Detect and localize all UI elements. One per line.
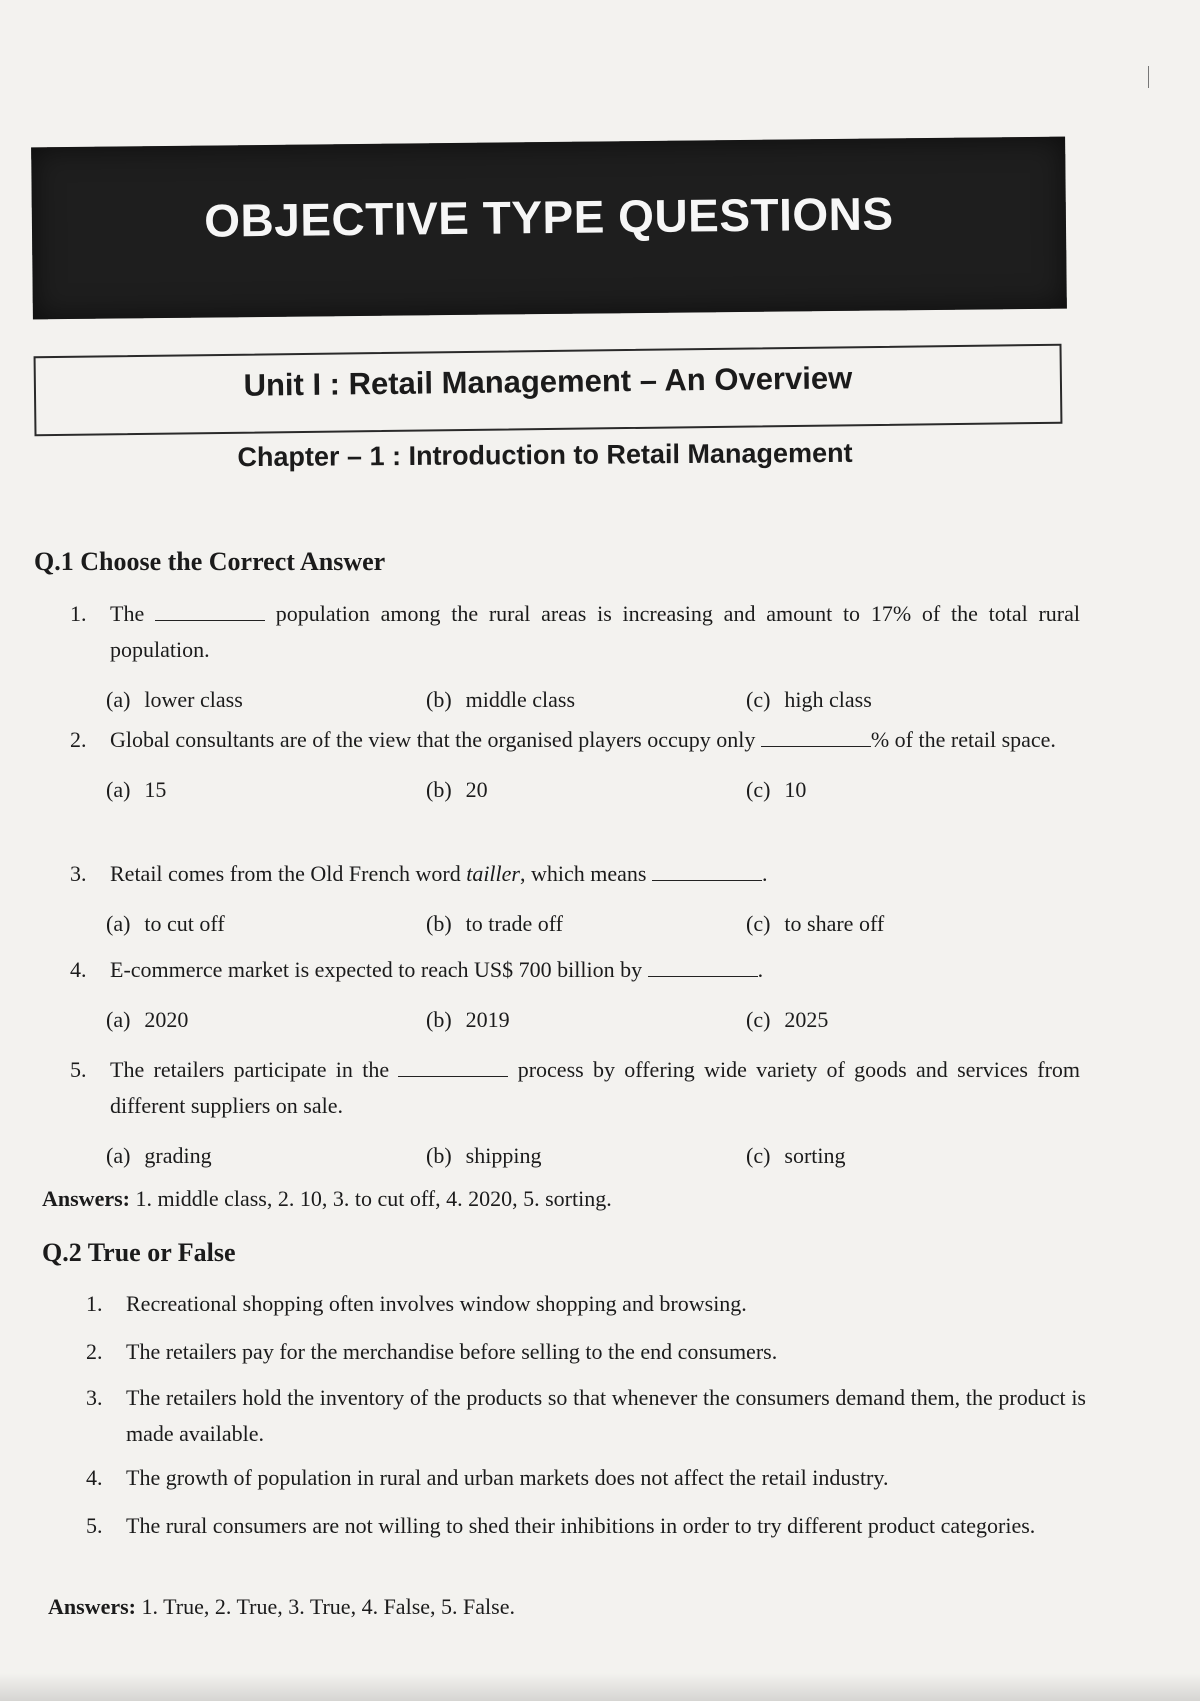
edge-mark [1148, 66, 1149, 88]
question-number: 2. [70, 727, 87, 752]
tf-item [86, 1460, 1086, 1496]
option-c [746, 682, 1066, 718]
question-number: 4. [70, 957, 87, 982]
option-text: 20 [465, 777, 488, 802]
option-text: to share off [784, 911, 885, 936]
tf-text: The retailers pay for the merchandise before selling to the end consumers. [126, 1339, 778, 1364]
option-text: 2019 [465, 1007, 510, 1032]
tf-item [86, 1286, 1086, 1322]
question-3 [70, 856, 1080, 942]
tf-item [86, 1508, 1086, 1544]
tf-text: The retailers hold the inventory of the products so that whenever the consumers demand them, the product is made available. [126, 1385, 1086, 1446]
answers-text: 1. True, 2. True, 3. True, 4. False, 5. False. [141, 1594, 515, 1619]
option-b [426, 906, 746, 942]
option-text: grading [144, 1143, 212, 1168]
option-label: (b) [426, 1007, 452, 1032]
option-label: (c) [746, 1143, 771, 1168]
option-b [426, 1138, 746, 1174]
option-a [106, 772, 426, 808]
options-row [70, 682, 1080, 718]
option-text: to trade off [465, 911, 563, 936]
question-text-italic: tailler [466, 861, 520, 886]
option-text: 15 [144, 777, 167, 802]
banner-title: OBJECTIVE TYPE QUESTIONS [203, 187, 894, 247]
option-label: (a) [106, 687, 131, 712]
question-text-before: E-commerce market is expected to reach US$ 700 billion by [110, 957, 643, 982]
question-text-before: Retail comes from the Old French word [110, 861, 461, 886]
option-text: lower class [144, 687, 243, 712]
tf-number: 1. [86, 1291, 103, 1316]
option-a [106, 1002, 426, 1038]
option-a [106, 906, 426, 942]
answer-blank [761, 728, 871, 747]
question-text-after: population among the rural areas is increasing and amount to 17% of the total rural population. [110, 601, 1081, 662]
tf-number: 3. [86, 1385, 103, 1410]
option-label: (b) [426, 777, 452, 802]
option-c [746, 772, 1066, 808]
option-label: (a) [106, 1007, 131, 1032]
option-label: (c) [746, 687, 771, 712]
option-label: (b) [426, 1143, 452, 1168]
option-b [426, 1002, 746, 1038]
question-text [110, 952, 1080, 988]
option-c [746, 1138, 1066, 1174]
option-text: sorting [784, 1143, 846, 1168]
tf-number: 2. [86, 1339, 103, 1364]
option-text: 2020 [144, 1007, 189, 1032]
tf-text: Recreational shopping often involves window shopping and browsing. [126, 1291, 747, 1316]
question-number: 3. [70, 861, 87, 886]
tf-item [86, 1334, 1086, 1370]
answers-label: Answers: [48, 1594, 136, 1619]
unit-title: Unit I : Retail Management – An Overview [243, 360, 853, 403]
option-label: (b) [426, 911, 452, 936]
option-label: (b) [426, 687, 452, 712]
q2-heading: Q.2 True or False [42, 1238, 236, 1267]
question-text [110, 722, 1080, 758]
option-text: high class [784, 687, 872, 712]
chapter-title: Chapter – 1 : Introduction to Retail Management [237, 437, 853, 473]
question-2 [70, 722, 1080, 808]
page-edge-shadow [0, 1673, 1200, 1701]
answer-blank [155, 602, 265, 621]
option-a [106, 682, 426, 718]
question-text-after: . [757, 957, 764, 982]
question-text-after: . [761, 861, 768, 886]
question-text [110, 856, 1080, 892]
option-text: 10 [784, 777, 807, 802]
q1-answers [42, 1186, 612, 1212]
question-1 [70, 596, 1080, 718]
question-5 [70, 1052, 1080, 1174]
option-label: (c) [746, 911, 771, 936]
question-text-before: The [110, 601, 145, 626]
question-text-before: The retailers participate in the [110, 1057, 390, 1082]
tf-item [86, 1380, 1086, 1452]
options-row [70, 1138, 1080, 1174]
answer-blank [648, 958, 758, 977]
option-text: middle class [465, 687, 576, 712]
option-text: shipping [465, 1143, 542, 1168]
question-text-mid: , which means [519, 861, 647, 886]
answer-blank [398, 1058, 508, 1077]
tf-number: 5. [86, 1513, 103, 1538]
unit-box [34, 344, 1063, 437]
question-text-after: % of the retail space. [870, 727, 1056, 752]
question-text [110, 1052, 1080, 1124]
option-c [746, 1002, 1066, 1038]
option-label: (a) [106, 1143, 131, 1168]
options-row [70, 906, 1080, 942]
question-text [110, 596, 1080, 668]
q2-answers [48, 1594, 515, 1620]
question-number: 5. [70, 1057, 87, 1082]
answers-label: Answers: [42, 1186, 130, 1211]
tf-text: The rural consumers are not willing to shed their inhibitions in order to try different product categories. [126, 1513, 1036, 1538]
option-c [746, 906, 1066, 942]
options-row [70, 1002, 1080, 1038]
option-text: to cut off [144, 911, 225, 936]
option-b [426, 682, 746, 718]
title-banner [31, 137, 1067, 320]
option-label: (c) [746, 1007, 771, 1032]
q1-heading: Q.1 Choose the Correct Answer [34, 547, 386, 576]
option-label: (a) [106, 777, 131, 802]
tf-text: The growth of population in rural and urban markets does not affect the retail industry. [126, 1465, 889, 1490]
option-b [426, 772, 746, 808]
options-row [70, 772, 1080, 808]
question-number: 1. [70, 601, 87, 626]
question-4 [70, 952, 1080, 1038]
option-a [106, 1138, 426, 1174]
option-label: (c) [746, 777, 771, 802]
option-text: 2025 [784, 1007, 829, 1032]
answer-blank [652, 862, 762, 881]
option-label: (a) [106, 911, 131, 936]
question-text-after: process by offering wide variety of goods and services from different suppliers on sale. [110, 1057, 1081, 1118]
question-text-before: Global consultants are of the view that the organised players occupy only [110, 727, 756, 752]
tf-number: 4. [86, 1465, 103, 1490]
answers-text: 1. middle class, 2. 10, 3. to cut off, 4. 2020, 5. sorting. [135, 1186, 612, 1211]
